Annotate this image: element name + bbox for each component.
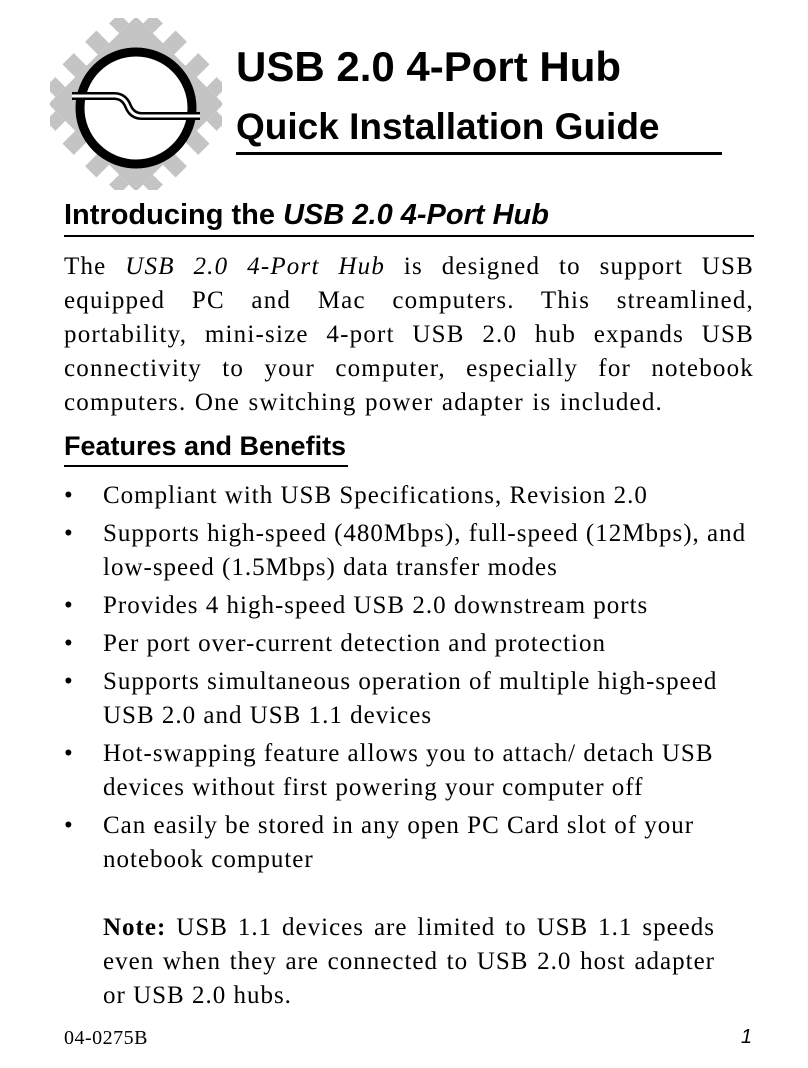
note-text: USB 1.1 devices are limited to USB 1.1 speeds even when they are connected to USB 2.0 host adapter or USB 2.0 hubs. bbox=[103, 914, 716, 1009]
intro-text-after: is designed to support USB equipped PC and Mac computers. This streamlined, portability, mini-size 4-port USB 2.0 hub expands USB connectivity to your computer, especially for notebook computers. One switching power adapter is included. bbox=[64, 253, 754, 416]
intro-text-product: USB 2.0 4-Port Hub bbox=[125, 253, 386, 280]
intro-heading-prefix: Introducing the bbox=[64, 199, 276, 231]
bullet-icon: • bbox=[64, 482, 74, 509]
bullet-icon: • bbox=[64, 668, 74, 695]
bullet-icon: • bbox=[64, 520, 74, 547]
product-title: USB 2.0 4-Port Hub bbox=[236, 43, 622, 90]
bullet-icon: • bbox=[64, 740, 74, 767]
list-item: • Supports high-speed (480Mbps), full-speed (12Mbps), and low-speed (1.5Mbps) data transfer modes bbox=[64, 517, 756, 585]
list-item: • Per port over-current detection and protection bbox=[64, 627, 756, 661]
title-underline bbox=[236, 152, 722, 155]
list-item: • Compliant with USB Specifications, Revision 2.0 bbox=[64, 479, 756, 513]
intro-heading-product: USB 2.0 4-Port Hub bbox=[283, 199, 549, 231]
list-item: • Supports simultaneous operation of multiple high-speed USB 2.0 and USB 1.1 devices bbox=[64, 665, 756, 733]
list-item: • Can easily be stored in any open PC Card slot of your notebook computer bbox=[64, 809, 756, 877]
intro-heading bbox=[64, 197, 754, 237]
brand-logo-icon bbox=[50, 18, 222, 190]
bullet-icon: • bbox=[64, 630, 74, 657]
bullet-icon: • bbox=[64, 812, 74, 839]
title-block bbox=[236, 43, 724, 155]
features-heading: Features and Benefits bbox=[64, 429, 348, 467]
bullet-icon: • bbox=[64, 592, 74, 619]
list-item: • Provides 4 high-speed USB 2.0 downstream ports bbox=[64, 589, 756, 623]
list-item: • Hot-swapping feature allows you to attach/ detach USB devices without first powering your computer off bbox=[64, 737, 756, 805]
page-number: 1 bbox=[740, 1026, 752, 1048]
intro-paragraph bbox=[64, 250, 754, 420]
note-label: Note: bbox=[103, 914, 167, 941]
intro-text-before: The bbox=[64, 253, 107, 280]
document-code: 04-0275B bbox=[64, 1027, 148, 1049]
note-paragraph bbox=[103, 911, 715, 1013]
guide-title: Quick Installation Guide bbox=[236, 106, 660, 147]
features-list bbox=[64, 479, 756, 881]
